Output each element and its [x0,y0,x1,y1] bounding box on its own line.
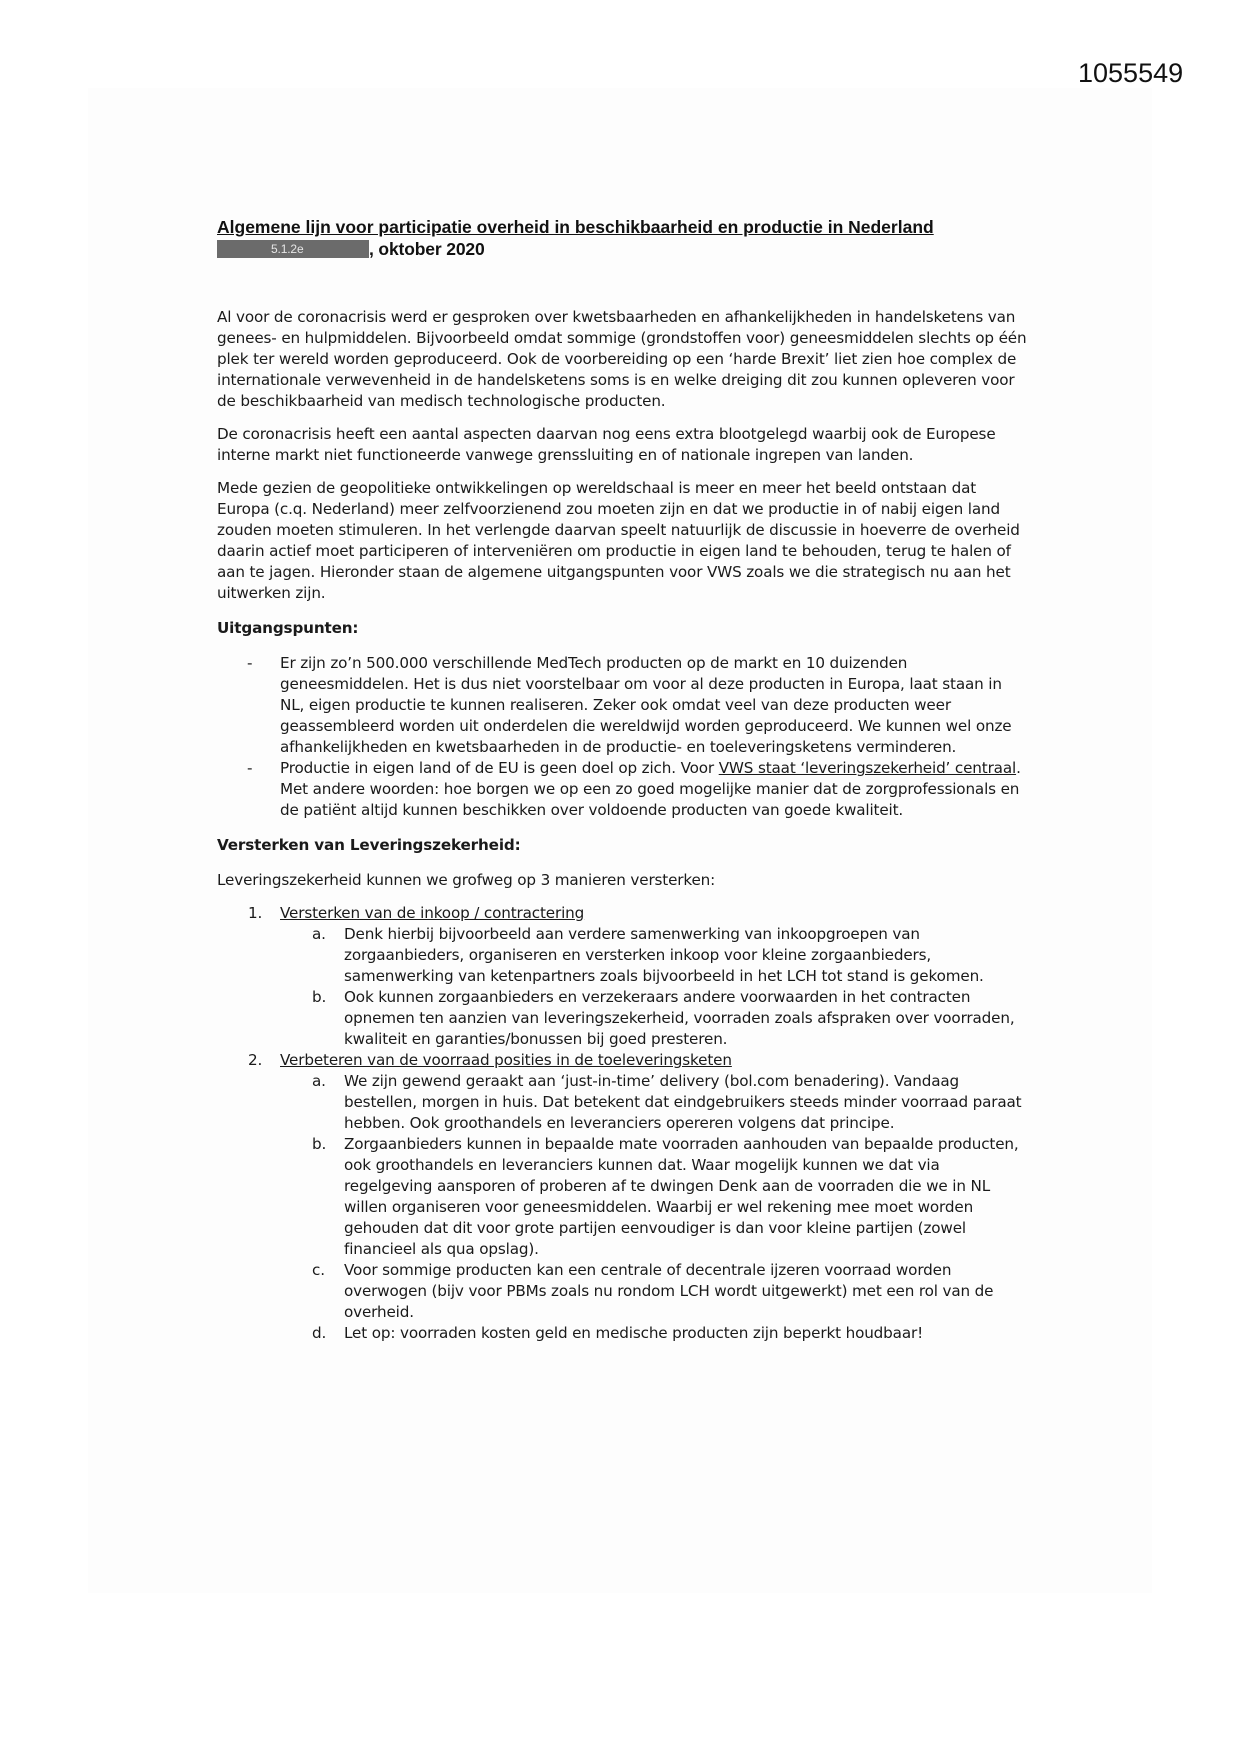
paragraph-geopolitiek: Mede gezien de geopolitieke ontwikkelingen op wereldschaal is meer en meer het beeld ontstaan dat Europa (c.q. Nederland) meer zelfvoorzienend zou moeten zijn en dat we productie in of nabij eigen land zouden moeten stimuleren. In het verlengde daarvan speelt natuurlijk de discussie in hoeverre de overheid daarin actief moet participeren of interveniëren om productie in eigen land te behouden, terug te halen of aan te jagen. Hieronder staan de algemene uitgangspunten voor VWS zoals we die strategisch nu aan het uitwerken zijn. [217,479,1020,602]
bullet-text-before: Productie in eigen land of de EU is geen doel op zich. Voor [280,759,719,777]
redaction-block: 5.1.2e [217,240,369,258]
sub-list [217,924,1027,1050]
sub-item-text: Let op: voorraden kosten geld en medische producten zijn beperkt houdbaar! [344,1324,924,1342]
sub-item-text: Ook kunnen zorgaanbieders en verzekeraars andere voorwaarden in het contracten opnemen ten aanzien van leveringszekerheid, voorraden zoals afspraken over voorraden, kwaliteit en garanties/bonussen bij goed presteren. [344,988,1015,1048]
sub-list-item [217,1071,1027,1134]
document-date: , oktober 2020 [369,239,485,259]
document-subtitle [217,238,1027,260]
paragraph-intro: Al voor de coronacrisis werd er gesproken over kwetsbaarheden en afhankelijkheden in handelsketens van genees- en hulpmiddelen. Bijvoorbeeld omdat sommige (grondstoffen voor) geneesmiddelen slechts op één plek ter wereld worden geproduceerd. Ook de voorbereiding op een ‘harde Brexit’ liet zien hoe complex de internationale verwevenheid in de handelsketens soms is en welke dreiging dit zou kunnen opleveren voor de beschikbaarheid van medisch technologische producten. [217,308,1027,410]
versterken-intro: Leveringszekerheid kunnen we grofweg op 3 manieren versterken: [217,871,716,889]
sub-item-letter: d. [312,1324,327,1342]
list-item [217,653,1027,758]
item-title: Versterken van de inkoop / contractering [280,904,585,922]
heading-uitgangspunten: Uitgangspunten: [217,619,359,637]
sub-item-text: Denk hierbij bijvoorbeeld aan verdere samenwerking van inkoopgroepen van zorgaanbieders, organiseren en versterken inkoop voor kleine zorgaanbieders, samenwerking van ketenpartners zoals bijvoorbeeld in het LCH tot stand is gekomen. [344,925,984,985]
dash-bullet-icon: - [247,654,253,672]
item-number: 1. [248,904,263,922]
versterken-list [217,903,1027,1344]
sub-item-text: We zijn gewend geraakt aan ‘just-in-time’ delivery (bol.com benadering). Vandaag bestellen, morgen in huis. Dat betekent dat eindgebruikers steeds minder voorraad paraat hebben. Ook groothandels en leveranciers opereren volgens dat principe. [344,1072,1022,1132]
item-number: 2. [248,1051,263,1069]
sub-list-item [217,1260,1027,1323]
sub-list-item [217,924,1027,987]
sub-list-item [217,1134,1027,1260]
numbered-item-inkoop [217,903,1027,1050]
heading-versterken: Versterken van Leveringszekerheid: [217,836,521,854]
numbered-item-voorraad [217,1050,1027,1344]
paragraph-coronacrisis: De coronacrisis heeft een aantal aspecten daarvan nog eens extra blootgelegd waarbij ook de Europese interne markt niet functioneerde vanwege grenssluiting en of nationale ingrepen van landen. [217,425,996,464]
sub-item-text: Zorgaanbieders kunnen in bepaalde mate voorraden aanhouden van bepaalde producten, ook groothandels en leveranciers kunnen dat. Waar mogelijk kunnen we dat via regelgeving aansporen of proberen af te dwingen Denk aan de voorraden die we in NL willen organiseren voor geneesmiddelen. Waarbij er wel rekening mee moet worden gehouden dat dit voor grote partijen eenvoudiger is dan voor kleine partijen (zowel financieel als qua opslag). [344,1135,1019,1258]
sub-item-letter: b. [312,1135,327,1153]
uitgangspunten-list [217,653,1027,821]
underlined-emphasis: VWS staat ‘leveringszekerheid’ centraal [718,759,1017,777]
document-title: Algemene lijn voor participatie overheid in beschikbaarheid en productie in Nederland [217,217,934,237]
sub-list [217,1071,1027,1344]
sub-list-item [217,987,1027,1050]
document-body [217,216,1027,1344]
dash-bullet-icon: - [247,759,253,777]
sub-item-letter: a. [312,1072,326,1090]
list-item [217,758,1027,821]
sub-item-letter: c. [312,1261,325,1279]
bullet-text [280,758,1027,821]
bullet-text: Er zijn zo’n 500.000 verschillende MedTech producten op de markt en 10 duizenden geneesmiddelen. Het is dus niet voorstelbaar om voor al deze producten in Europa, laat staan in NL, eigen productie te kunnen realiseren. Zeker ook omdat veel van deze producten weer geassembleerd worden uit onderdelen die wereldwijd worden geproduceerd. We kunnen wel onze afhankelijkheden en kwetsbaarheden in de productie- en toeleveringsketens verminderen. [280,654,1012,756]
sub-item-text: Voor sommige producten kan een centrale of decentrale ijzeren voorraad worden overwogen (bijv voor PBMs zoals nu rondom LCH wordt uitgewerkt) met een rol van de overheid. [344,1261,994,1321]
item-title: Verbeteren van de voorraad posities in de toeleveringsketen [280,1051,732,1069]
sub-item-letter: b. [312,988,327,1006]
bullet-text-after: . Met andere woorden: hoe borgen we op een zo goed mogelijke manier dat de zorgprofessionals en de patiënt altijd kunnen beschikken over voldoende producten van goede kwaliteit. [280,759,1021,819]
sub-list-item [217,1323,1027,1344]
document-id: 1055549 [1078,58,1184,88]
sub-item-letter: a. [312,925,326,943]
